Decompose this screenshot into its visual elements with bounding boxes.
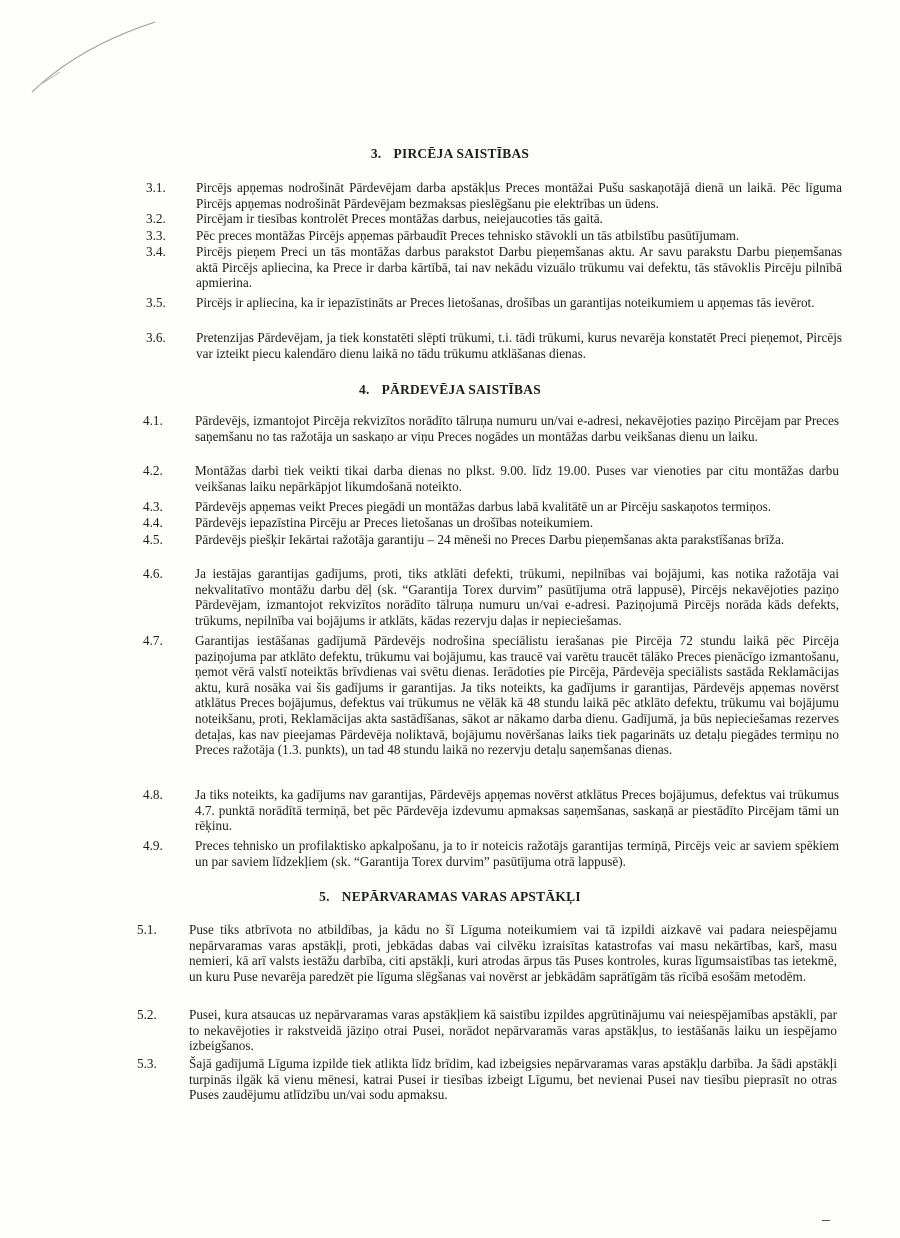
clause-text: Pircējs pieņem Preci un tās montāžas darbus parakstot Darbu pieņemšanas aktu. Ar savu parakstu Darbu pieņemšanas aktā Pircējs apliecina, ka Prece ir darba kārtībā, tai nav nekādu vizuālo trūkumu vai defektu, tās stāvoklis Pircēju pilnībā apmierina. (196, 244, 842, 291)
clause-number: 3.2. (146, 211, 166, 226)
clause-text: Pusei, kura atsaucas uz nepārvaramas varas apstākļiem kā saistību izpildes apgrūtinājumu vai neiespējamības apstākli, par to nekavējoties ir rakstveidā jāziņo otrai Pusei, norādot nepārvaramās varas apstākļus, to iestāšanās laiku un iespējamo izbeigšanos. (189, 1007, 837, 1054)
section-title: PĀRDEVĒJA SAISTĪBAS (381, 382, 542, 397)
clause-text: Pēc preces montāžas Pircējs apņemas pārbaudīt Preces tehnisko stāvokli un tās atbilstību pasūtījumam. (196, 228, 740, 243)
clause-text: Garantijas iestāšanas gadījumā Pārdevējs nodrošina speciālistu ierašanas pie Pircēja 72 stundu laikā pēc Pircēja paziņojuma par atklāto defektu, trūkumu vai bojājumu, kas traucē vai varētu traucēt tālāko Preces pienācīgo izmantošanu, ņemot vērā valstī noteiktās brīvdienas vai svētu dienas. Ierādoties pie Pircēja, Pārdevēja speciālists sastāda Reklamācijas aktu, kurā nosāka vai šis gadījums ir garantijas. Ja tiks noteikts, ka gadījums ir garantijas, Pārdevējs apņemas novērst atklātus Preces bojājumus, defektus vai trūkumus ne vēlāk kā 48 stundu laikā pēc atklāto defektu, trūkumu vai bojājumu noteikšanu, proti, Reklamācijas akta sastādīšanas, sākot ar nākamo darba dienu. Gadījumā, ja būs nepieciešamas rezerves detaļas, kas nav pieejamas Pārdevēja noliktavā, bojājumu novēršanas laiks tiek pagarināts uz detaļu piegādes termiņu no Preces ražotāja (1.3. punkts), un tad 48 stundu laikā no rezervju detaļu saņemšanas dienas. (195, 633, 839, 758)
clause-number: 3.6. (146, 330, 166, 345)
clause-number: 4.5. (143, 532, 163, 547)
clause-number: 4.9. (143, 838, 163, 853)
scan-edge-mark (30, 20, 160, 100)
clause-text: Pārdevējs iepazīstina Pircēju ar Preces lietošanas un drošības noteikumiem. (195, 515, 594, 530)
clause-number: 3.1. (146, 180, 166, 195)
clause-number: 3.3. (146, 228, 166, 243)
section-heading-4 (0, 382, 900, 398)
section-heading-5 (0, 889, 900, 905)
clause-number: 5.2. (137, 1007, 157, 1022)
clause-number: 4.1. (143, 413, 163, 428)
section-heading-3 (0, 146, 900, 162)
clause-number: 4.8. (143, 787, 163, 802)
section-title: NEPĀRVARAMAS VARAS APSTĀKĻI (341, 889, 581, 904)
clause-text: Šajā gadījumā Līguma izpilde tiek atlikta līdz brīdim, kad izbeigsies nepārvaramas varas apstākļu darbība. Ja šādi apstākļi turpinās ilgāk kā vienu mēnesi, katrai Pusei ir tiesības izbeigt Līgumu, bet nevienai Pusei nav tiesību pieprasīt no otras Puses zaudējumu atlīdzību un/vai sodu apmaksu. (189, 1056, 837, 1103)
clause-text: Pircējs ir apliecina, ka ir iepazīstināts ar Preces lietošanas, drošības un garantijas noteikumiem u apņemas tās ievērot. (196, 295, 815, 310)
clause-text: Puse tiks atbrīvota no atbildības, ja kādu no šī Līguma noteikumiem vai tā izpildi aizkavē vai padara neiespējamu nepārvaramas varas apstākļi, proti, jebkādas dabas vai cilvēku izraisītas katastrofas vai masu nekārtības, karš, masu nemieri, kā arī valsts iestāžu darbība, citi apstākļi, kuri atrodas ārpus tās Puses kontroles, kuras līgumsaistības tas ietekmē, un kuru Puse nevarēja paredzēt pie līguma slēgšanas vai novērst ar jebkādām saprātīgām tās rīcībā esošām metodēm. (189, 922, 837, 984)
clause-text: Pārdevējs apņemas veikt Preces piegādi un montāžas darbus labā kvalitātē un ar Pircēju saskaņotos termiņos. (195, 499, 772, 514)
clause-number: 4.6. (143, 566, 163, 581)
clause-number: 4.2. (143, 463, 163, 478)
section-number: 4. (358, 382, 370, 397)
section-number: 3. (370, 146, 382, 161)
clause-number: 5.3. (137, 1056, 157, 1071)
clause-text: Pretenzijas Pārdevējam, ja tiek konstatēti slēpti trūkumi, t.i. tādi trūkumi, kurus nevarēja konstatēt Preci pieņemot, Pircējs var izteikt piecu kalendāro dienu laikā no tādu trūkumu atklāšanas dienas. (196, 330, 842, 361)
section-title: PIRCĒJA SAISTĪBAS (393, 146, 530, 161)
clause-number: 3.4. (146, 244, 166, 259)
scan-speck (822, 1220, 830, 1221)
clause-number: 4.3. (143, 499, 163, 514)
clause-text: Pircējs apņemas nodrošināt Pārdevējam darba apstākļus Preces montāžai Pušu saskaņotājā dienā un laikā. Pēc līguma Pircējs apņemas nodrošināt Pārdevējam bezmaksas pieslēgšanu pie elektrības un ūdens. (196, 180, 842, 211)
clause-text: Ja tiks noteikts, ka gadījums nav garantijas, Pārdevējs apņemas novērst atklātus Preces bojājumus, defektus vai trūkumus 4.7. punktā norādītā termiņā, bet pēc Pārdevēja izdevumu apmaksas saņemšanas, saskaņā ar piestādīto Pircējam tāmi un rēķinu. (195, 787, 839, 834)
clause-text: Pārdevējs piešķir Iekārtai ražotāja garantiju – 24 mēneši no Preces Darbu pieņemšanas akta parakstīšanas brīža. (195, 532, 785, 547)
clause-text: Preces tehnisko un profilaktisko apkalpošanu, ja to ir noteicis ražotājs garantijas termiņā, Pircējs veic ar saviem spēkiem un par saviem līdzekļiem (sk. “Garantija Torex durvim” pasūtījuma otrā lappusē). (195, 838, 839, 869)
clause-text: Ja iestājas garantijas gadījums, proti, tiks atklāti defekti, trūkumi, nepilnības vai bojājumi, kas notika ražotāja vai nekvalitatīvo montāžu darbu dēļ (sk. “Garantija Torex durvim” pasūtījuma otrā lappusē), Pircējs nekavējoties paziņo Pārdevējam, izmantojot rekvizītos norādīto tālruņa numuru un/vai e-adresi. Paziņojumā Pircējs norāda kāds defekts, trūkums, nepilnība vai bojājums ir atklāts, kādas rezervju daļas ir nepieciešamas. (195, 566, 839, 628)
section-number: 5. (319, 889, 330, 904)
clause-number: 4.7. (143, 633, 163, 648)
clause-text: Pircējam ir tiesības kontrolēt Preces montāžas darbus, neiejaucoties tās gaitā. (196, 211, 603, 226)
clause-text: Montāžas darbi tiek veikti tikai darba dienas no plkst. 9.00. līdz 19.00. Puses var vienoties par citu montāžas darbu veikšanas laiku nepārkāpjot likumdošanā noteikto. (195, 463, 839, 494)
clause-number: 5.1. (137, 922, 157, 937)
clause-text: Pārdevējs, izmantojot Pircēja rekvizītos norādīto tālruņa numuru un/vai e-adresi, nekavējoties paziņo Pircējam par Preces saņemšanu no tas ražotāja un saskaņo ar viņu Preces nogādes un montāžas darbu veikšanas dienu un laiku. (195, 413, 839, 444)
clause-number: 3.5. (146, 295, 166, 310)
clause-number: 4.4. (143, 515, 163, 530)
